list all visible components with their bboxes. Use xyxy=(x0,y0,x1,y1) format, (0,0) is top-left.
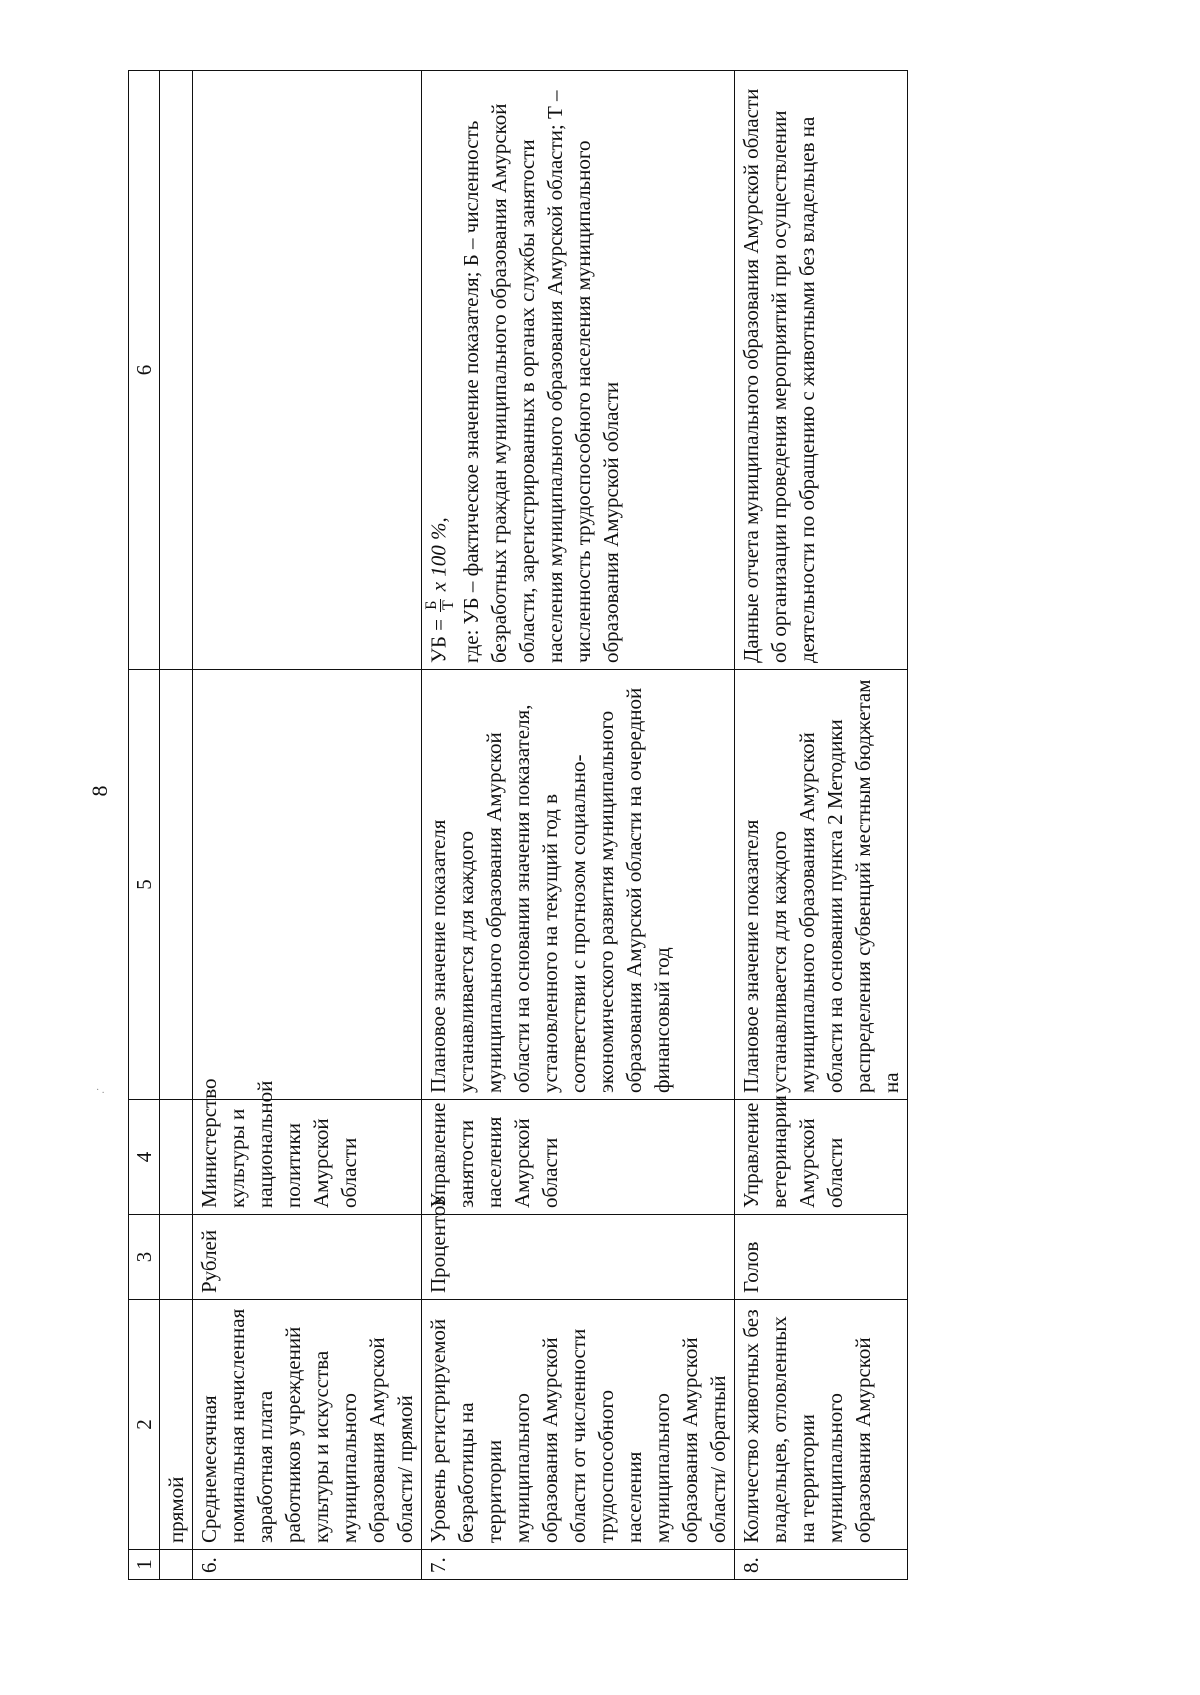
continuation-row xyxy=(160,71,193,1580)
indicators-table xyxy=(128,70,908,1580)
indicator-unit: Голов xyxy=(735,1215,908,1300)
row-number: 7. xyxy=(422,1550,735,1580)
planned-value-rule: Плановое значение показателя устанавливается для каждого муниципального образования Амурской области на основании пункта 2 Методики распределения субвенций местным бюджетам на xyxy=(735,670,908,1100)
continuation-text: прямой xyxy=(160,1300,193,1550)
formula-rhs: x 100 %, xyxy=(426,517,451,592)
row-number: 8. xyxy=(735,1550,908,1580)
row-number: 6. xyxy=(193,1550,422,1580)
indicator-name: Уровень регистрируемой безработицы на территории муниципального образования Амурской области от численности трудоспособного населения муниципального образования Амурской области/ обратный xyxy=(422,1300,735,1550)
table-row xyxy=(193,71,422,1580)
header-col-6: 6 xyxy=(129,71,160,670)
formula-numerator: Б xyxy=(423,600,440,610)
scan-artifact: · . xyxy=(96,1085,105,1096)
data-source: Управление ветеринарии Амурской области xyxy=(735,1100,908,1215)
formula-explanation: где: УБ – фактическое значение показателя; Б – численность безработных граждан муниципального образования Амурской области, зарегистрированных в органах службы занятости населения муниципального образования Амурской области; Т – численность трудоспособного населения муниципального образования Амурской области xyxy=(459,90,623,663)
calculation-method xyxy=(422,71,735,670)
data-source: Министерство культуры и национальной политики Амурской области xyxy=(193,1100,422,1215)
table-row xyxy=(735,71,908,1580)
header-col-1: 1 xyxy=(129,1550,160,1580)
formula-fraction xyxy=(424,599,457,612)
header-col-3: 3 xyxy=(129,1215,160,1300)
page-number: 8 xyxy=(87,785,112,797)
indicator-name: Количество животных без владельцев, отловленных на территории муниципального образования Амурской xyxy=(735,1300,908,1550)
planned-value-rule xyxy=(193,670,422,1100)
header-col-2: 2 xyxy=(129,1300,160,1550)
indicator-unit: Рублей xyxy=(193,1215,422,1300)
formula xyxy=(424,77,457,663)
indicator-unit: Процентов xyxy=(422,1215,735,1300)
formula-denominator: Т xyxy=(440,600,457,611)
data-source: Управление занятости населения Амурской области xyxy=(422,1100,735,1215)
header-row xyxy=(129,71,160,1580)
calculation-method: Данные отчета муниципального образования Амурской области об организации проведения мероприятий при осуществлении деятельности по обращению с животными без владельцев на xyxy=(735,71,908,670)
calculation-method xyxy=(193,71,422,670)
rotated-page xyxy=(128,70,918,1580)
table-row xyxy=(422,71,735,1580)
formula-lhs: УБ = xyxy=(426,618,451,663)
planned-value-rule: Плановое значение показателя устанавливается для каждого муниципального образования Амурской области на основании значения показателя, установленного на текущий год в соответствии с прогнозом социально-экономического развития муниципального образования Амурской области на очередной финансовый год xyxy=(422,670,735,1100)
header-col-5: 5 xyxy=(129,670,160,1100)
header-col-4: 4 xyxy=(129,1100,160,1215)
indicator-name: Среднемесячная номинальная начисленная заработная плата работников учреждений культуры и искусства муниципального образования Амурской области/ прямой xyxy=(193,1300,422,1550)
